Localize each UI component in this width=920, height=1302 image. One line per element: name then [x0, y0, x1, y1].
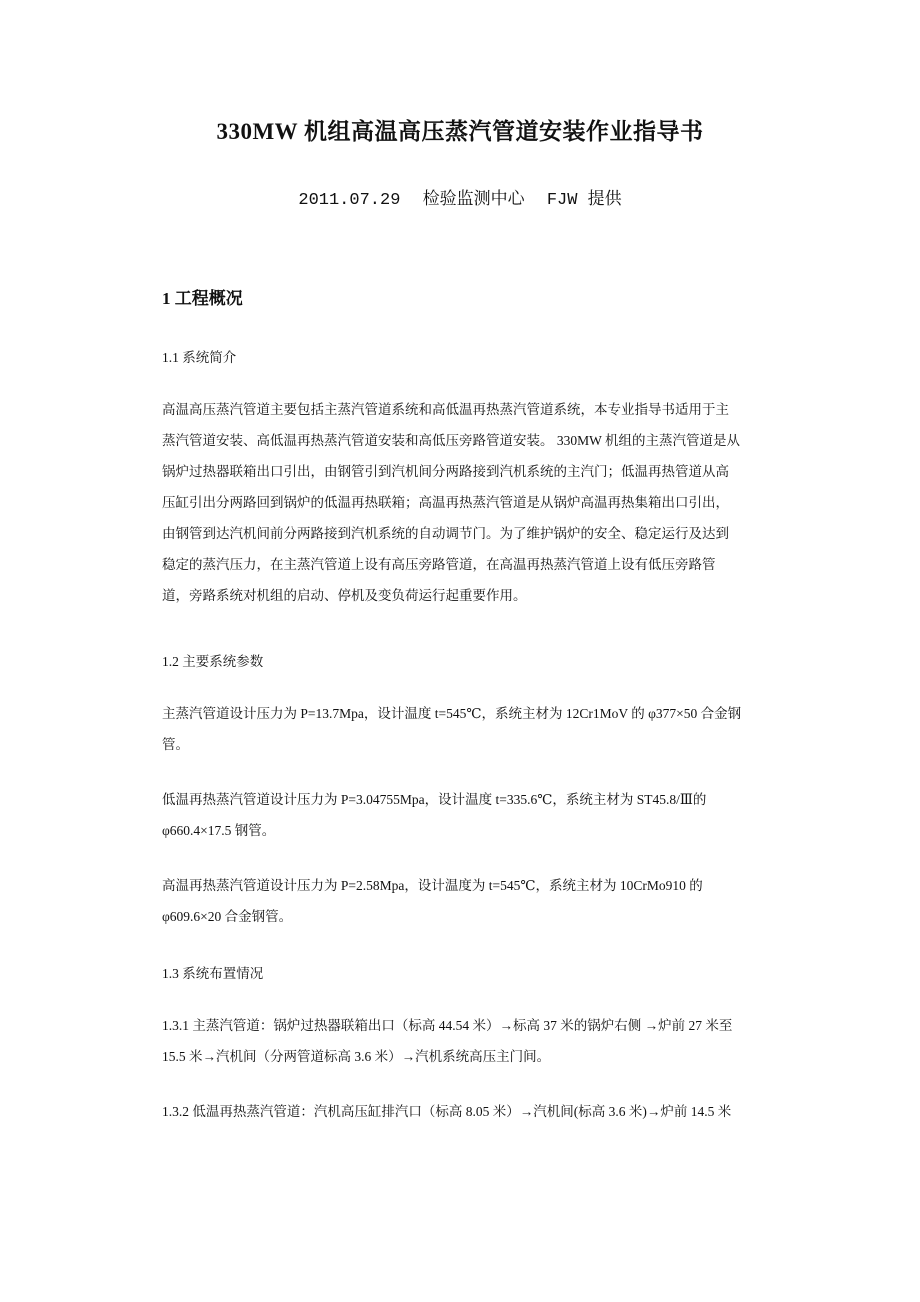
paragraph-main-steam-layout	[162, 1010, 762, 1072]
paragraph-line: 稳定的蒸汽压力，在主蒸汽管道上设有高压旁路管道，在高温再热蒸汽管道上设有低压旁路管	[162, 557, 716, 572]
paragraph-line: 由钢管到达汽机间前分两路接到汽机系统的自动调节门。为了维护锅炉的安全、稳定运行及达到	[162, 526, 729, 541]
subsection-heading-1-2: 1.2 主要系统参数	[162, 654, 264, 669]
paragraph-main-steam-params	[162, 698, 762, 760]
paragraph-line: φ609.6×20 合金钢管。	[162, 909, 293, 924]
paragraph-line: 锅炉过热器联箱出口引出，由钢管引到汽机间分两路接到汽机系统的主汽门；低温再热管道从高	[162, 464, 729, 479]
document-subtitle	[0, 184, 920, 210]
paragraph-line: 1.3.1 主蒸汽管道：锅炉过热器联箱出口（标高 44.54 米）→标高 37 米的锅炉右侧 →炉前 27 米至	[162, 1018, 733, 1033]
paragraph-line: φ660.4×17.5 钢管。	[162, 823, 276, 838]
paragraph-hot-reheat-params	[162, 870, 762, 932]
paragraph-line: 1.3.2 低温再热蒸汽管道：汽机高压缸排汽口（标高 8.05 米）→汽机间(标高 3.6 米)→炉前 14.5 米	[162, 1104, 732, 1119]
section-heading-1: 1 工程概况	[162, 289, 243, 308]
paragraph-line: 管。	[162, 737, 189, 752]
document-title: 330MW 机组高温高压蒸汽管道安装作业指导书	[216, 119, 704, 144]
paragraph-cold-reheat-layout	[162, 1096, 762, 1127]
paragraph-line: 主蒸汽管道设计压力为 P=13.7Mpa，设计温度 t=545℃，系统主材为 12Cr1MoV 的 φ377×50 合金钢	[162, 706, 742, 721]
subtitle-date: 2011.07.29	[298, 191, 401, 210]
paragraph-line: 高温高压蒸汽管道主要包括主蒸汽管道系统和高低温再热蒸汽管道系统，本专业指导书适用于主	[162, 402, 729, 417]
paragraph-line: 高温再热蒸汽管道设计压力为 P=2.58Mpa，设计温度为 t=545℃，系统主材为 10CrMo910 的	[162, 878, 703, 893]
paragraph-cold-reheat-params	[162, 784, 762, 846]
subsection-heading-1-1: 1.1 系统简介	[162, 350, 237, 365]
paragraph-line: 低温再热蒸汽管道设计压力为 P=3.04755Mpa，设计温度 t=335.6℃，系统主材为 ST45.8/Ⅲ的	[162, 792, 707, 807]
subtitle-provider: FJW 提供	[546, 191, 622, 210]
subtitle-department: 检验监测中心	[422, 191, 525, 210]
paragraph-line: 15.5 米→汽机间（分两管道标高 3.6 米）→汽机系统高压主门间。	[162, 1049, 551, 1064]
paragraph-line: 蒸汽管道安装、高低温再热蒸汽管道安装和高低压旁路管道安装。 330MW 机组的主蒸汽管道是从	[162, 433, 741, 448]
subsection-heading-1-3: 1.3 系统布置情况	[162, 966, 264, 981]
paragraph-line: 压缸引出分两路回到锅炉的低温再热联箱；高温再热蒸汽管道是从锅炉高温再热集箱出口引出，	[162, 495, 729, 510]
paragraph-system-intro	[162, 394, 762, 611]
paragraph-line: 道，旁路系统对机组的启动、停机及变负荷运行起重要作用。	[162, 588, 527, 603]
